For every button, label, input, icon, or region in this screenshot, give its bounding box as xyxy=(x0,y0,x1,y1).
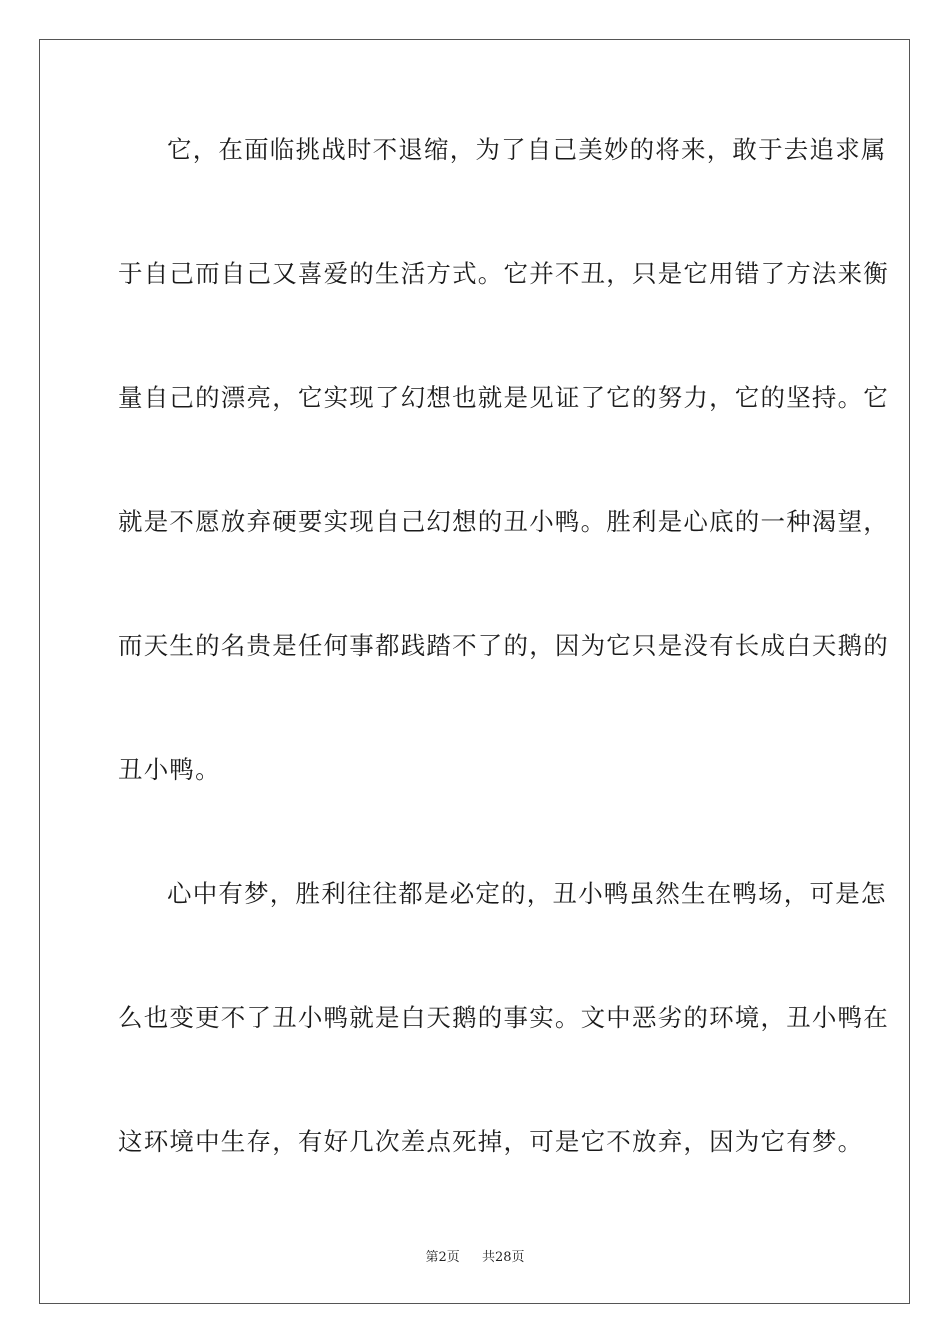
page-footer xyxy=(0,1246,950,1265)
text-line: 它，在面临挑战时不退缩，为了自己美妙的将来，敢于去追求属 xyxy=(167,135,887,164)
text-line: 么也变更不了丑小鸭就是白天鹅的事实。文中恶劣的环境，丑小鸭在 xyxy=(118,1003,889,1032)
text-line: 就是不愿放弃硬要实现自己幻想的丑小鸭。胜利是心底的一种渴望， xyxy=(118,507,889,536)
text-line: 量自己的漂亮，它实现了幻想也就是见证了它的努力，它的坚持。它 xyxy=(118,383,889,412)
text-line: 而天生的名贵是任何事都践踏不了的，因为它只是没有长成白天鹅的 xyxy=(118,631,889,660)
page-number: 第2页 xyxy=(425,1250,460,1265)
page-total: 共28页 xyxy=(482,1250,525,1265)
page-border xyxy=(39,39,910,1304)
text-line: 心中有梦，胜利往往都是必定的，丑小鸭虽然生在鸭场，可是怎 xyxy=(167,879,887,908)
text-line: 丑小鸭。 xyxy=(118,755,221,784)
text-line: 于自己而自己又喜爱的生活方式。它并不丑，只是它用错了方法来衡 xyxy=(118,259,889,288)
text-line: 这环境中生存，有好几次差点死掉，可是它不放弃，因为它有梦。 xyxy=(118,1127,864,1156)
